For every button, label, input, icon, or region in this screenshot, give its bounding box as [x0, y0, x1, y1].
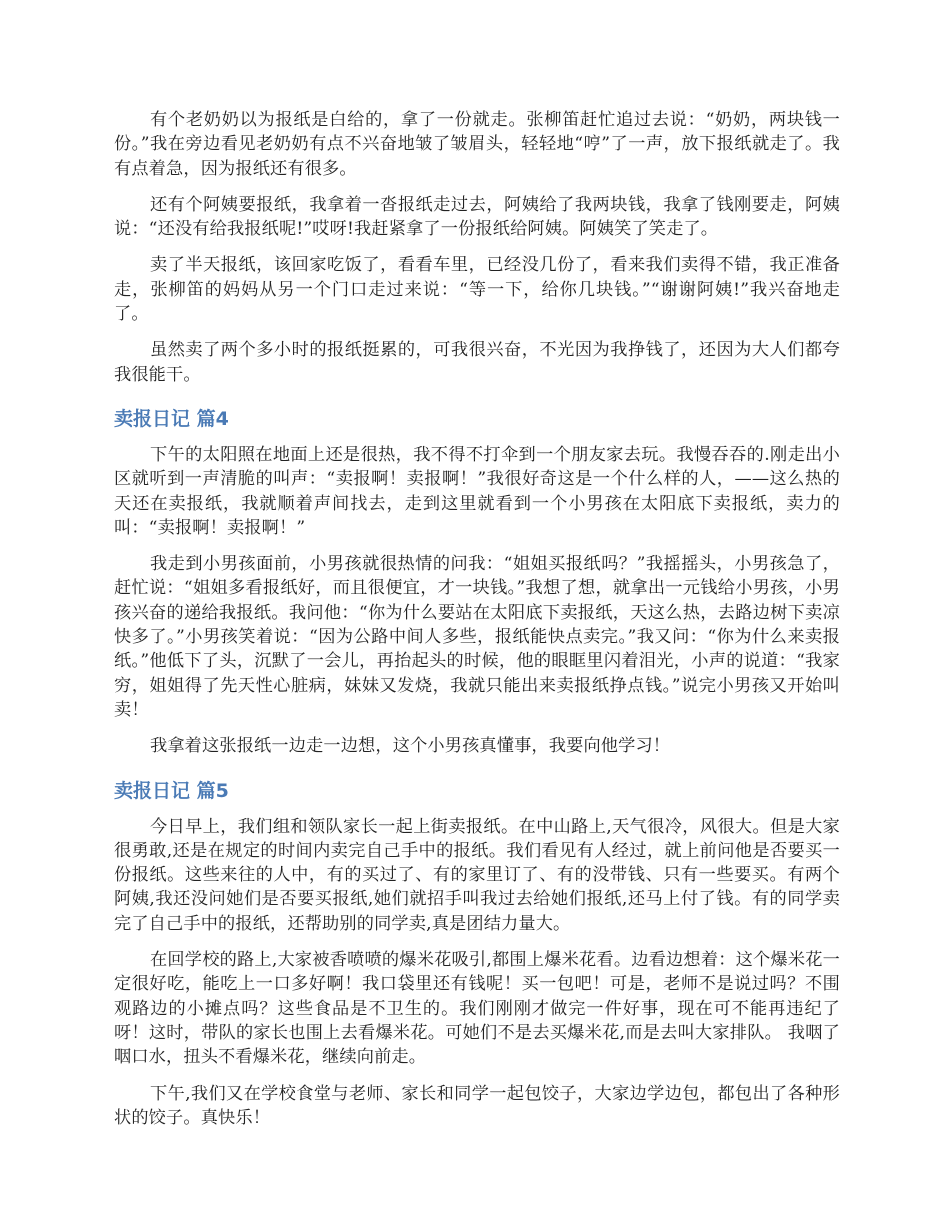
paragraph: 虽然卖了两个多小时的报纸挺累的，可我很兴奋，不光因为我挣钱了，还因为大人们都夸我很能干。	[114, 340, 840, 385]
paragraph: 我走到小男孩面前，小男孩就很热情的问我：“姐姐买报纸吗？”我摇摇头，小男孩急了，赶忙说：“姐姐多看报纸好，而且很便宜，才一块钱。”我想了想，就拿出一元钱给小男孩，小男孩兴奋的递给我报纸。我问他：“你为什么要站在太阳底下卖报纸，天这么热，去路边树下卖凉快多了。”小男孩笑着说：“因为公路中间人多些，报纸能快点卖完。”我又问：“你为什么来卖报纸。”他低下了头，沉默了一会儿，再抬起头的时候，他的眼眶里闪着泪光，小声的说道：“我家穷，姐姐得了先天性心脏病，妹妹又发烧，我就只能出来卖报纸挣点钱。”说完小男孩又开始叫卖！	[114, 554, 840, 720]
section-heading: 卖报日记 篇5	[114, 779, 229, 802]
paragraph: 我拿着这张报纸一边走一边想，这个小男孩真懂事，我要向他学习！	[150, 736, 671, 757]
paragraph: 下午,我们又在学校食堂与老师、家长和同学一起包饺子，大家边学边包，都包出了各种形状的饺子。真快乐！	[114, 1083, 840, 1128]
paragraph: 卖了半天报纸，该回家吃饭了，看看车里，已经没几份了，看来我们卖得不错，我正准备走，张柳笛的妈妈从另一个门口走过来说：“等一下，给你几块钱。”“谢谢阿姨!”我兴奋地走了。	[114, 255, 840, 325]
document-page	[114, 108, 840, 1142]
paragraph: 今日早上，我们组和领队家长一起上街卖报纸。在中山路上,天气很冷，风很大。但是大家很勇敢,还是在规定的时间内卖完自己手中的报纸。我们看见有人经过，就上前问他是否要买一份报纸。这些来往的人中，有的买过了、有的家里订了、有的没带钱、只有一些要买。有两个阿姨,我还没问她们是否要买报纸,她们就招手叫我过去给她们报纸,还马上付了钱。有的同学卖完了自己手中的报纸，还帮助别的同学卖,真是团结力量大。	[114, 816, 840, 934]
paragraph: 在回学校的路上,大家被香喷喷的爆米花吸引,都围上爆米花看。边看边想着：这个爆米花一定很好吃，能吃上一口多好啊！我口袋里还有钱呢！买一包吧！可是，老师不是说过吗？不围观路边的小摊点吗？这些食品是不卫生的。我们刚刚才做完一件好事，现在可不能再违纪了呀！这时，带队的家长也围上去看爆米花。可她们不是去买爆米花,而是去叫大家排队。 我咽了咽口水，扭头不看爆米花，继续向前走。	[114, 950, 840, 1068]
paragraph: 有个老奶奶以为报纸是白给的，拿了一份就走。张柳笛赶忙追过去说：“奶奶，两块钱一份。”我在旁边看见老奶奶有点不兴奋地皱了皱眉头，轻轻地“哼”了一声，放下报纸就走了。我有点着急，因为报纸还有很多。	[114, 110, 840, 179]
section-heading: 卖报日记 篇4	[114, 407, 229, 430]
paragraph: 下午的太阳照在地面上还是很热，我不得不打伞到一个朋友家去玩。我慢吞吞的.刚走出小区就听到一声清脆的叫声：“卖报啊！卖报啊！”我很好奇这是一个什么样的人，——这么热的天还在卖报纸，我就顺着声间找去，走到这里就看到一个小男孩在太阳底下卖报纸，卖力的叫：“卖报啊！卖报啊！”	[114, 444, 840, 538]
paragraph: 还有个阿姨要报纸，我拿着一沓报纸走过去，阿姨给了我两块钱，我拿了钱刚要走，阿姨说：“还没有给我报纸呢!”哎呀!我赶紧拿了一份报纸给阿姨。阿姨笑了笑走了。	[114, 194, 840, 240]
